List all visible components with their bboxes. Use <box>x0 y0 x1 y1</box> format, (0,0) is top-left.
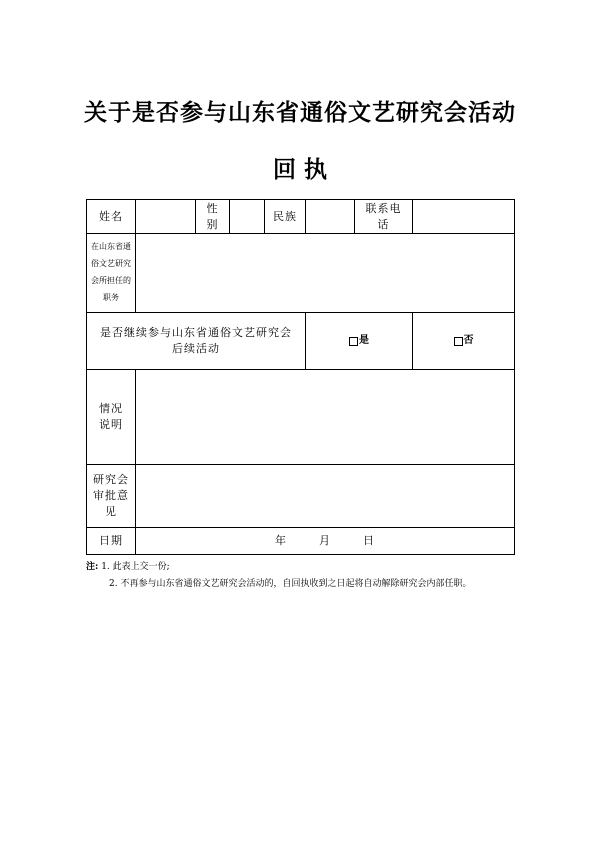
approval-label: 研究会审批意见 <box>93 473 129 518</box>
notes <box>86 559 586 593</box>
option-yes[interactable] <box>306 313 412 369</box>
notes-lead: 注: <box>86 562 99 572</box>
option-yes-label: 是 <box>359 334 369 346</box>
date-label: 日期 <box>99 534 123 548</box>
phone-label: 联系电话 <box>365 201 402 231</box>
checkbox-icon[interactable] <box>454 337 463 346</box>
continue-question: 是否继续参与山东省通俗文艺研究会后续活动 <box>100 326 292 355</box>
date-field[interactable] <box>136 528 514 554</box>
name-field[interactable] <box>136 200 195 233</box>
gender-field[interactable] <box>230 200 264 233</box>
date-year: 年 <box>275 534 287 548</box>
document-subtitle: 回 执 <box>272 156 327 183</box>
situation-field[interactable] <box>136 370 514 464</box>
phone-field[interactable] <box>413 200 514 233</box>
name-label: 姓名 <box>99 209 123 223</box>
checkbox-icon[interactable] <box>349 337 358 346</box>
position-label: 在山东省通俗文艺研究会所担任的职务 <box>91 242 131 302</box>
gender-label: 性别 <box>206 201 219 231</box>
date-day: 日 <box>363 534 375 548</box>
situation-label: 情况说明 <box>99 402 123 431</box>
option-no-label: 否 <box>463 334 474 346</box>
date-month: 月 <box>319 534 331 548</box>
reply-form-table <box>86 199 515 555</box>
option-no[interactable] <box>413 313 514 369</box>
note-item-2: 2. 不再参与山东省通俗文艺研究会活动的，自回执收到之日起将自动解除研究会内部任职。 <box>109 579 472 589</box>
note-line-1 <box>86 559 586 576</box>
ethnicity-label: 民族 <box>273 209 297 223</box>
ethnicity-field[interactable] <box>306 200 354 233</box>
position-field[interactable] <box>136 234 514 312</box>
approval-field[interactable] <box>136 465 514 527</box>
note-item-1: 1. 此表上交一份; <box>101 562 170 572</box>
document-title: 关于是否参与山东省通俗文艺研究会活动 <box>84 99 516 126</box>
